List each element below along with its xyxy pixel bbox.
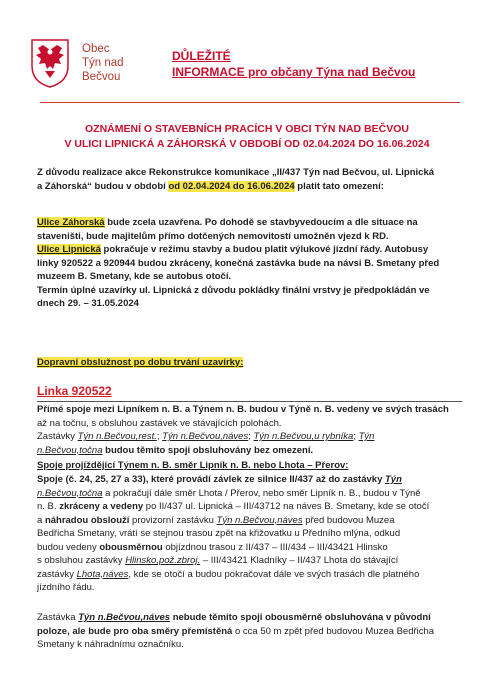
- route-p2-line-8: zastávky Lhota,náves, kde se otočí a budou pokračovat dále ve svých trasách dle platného: [37, 568, 420, 580]
- route-p1-line-2: až na točnu, s obsluhou zastávek ve stávajících polohách.: [37, 417, 282, 429]
- zahorska-line-1: Ulice Záhorská bude zcela uzavřena. Po dohodě se stavbyvedoucím a dle situace na: [37, 217, 418, 228]
- stop-restaurant: Týn n.Bečvou,rest.: [77, 431, 157, 442]
- route-p2-line-1: Spoje (č. 24, 25, 27 a 33), které provádí závlek ze silnice II/437 až do zastávky Týn: [37, 474, 402, 485]
- term-line-1: Termín úplné uzavírky ul. Lipnická z důvodu pokládky finální vrstvy je předpokládán ve: [37, 284, 430, 296]
- route-stops-line-2: n.Bečvou,točna budou těmito spoji obsluhovány bez omezení.: [37, 444, 314, 456]
- term-line-2: dnech 29. – 31.05.2024: [37, 298, 139, 309]
- title-line-2: V ULICI LIPNICKÁ A ZÁHORSKÁ V OBDOBÍ OD 02.04.2024 DO 16.06.2024: [64, 138, 430, 150]
- notice-title: [30, 122, 464, 152]
- closures-paragraph: [37, 216, 439, 311]
- org-line-1: Obec: [82, 43, 110, 55]
- org-line-2: Týn nad: [82, 57, 124, 69]
- title-line-1: OZNÁMENÍ O STAVEBNÍCH PRACÍCH V OBCI TÝN NAD BEČVOU: [85, 123, 409, 135]
- stop-naves: Týn n.Bečvou,náves: [162, 431, 249, 442]
- route-paragraph-1: [37, 403, 449, 457]
- route-p1-line-1: Přímé spoje mezi Lipníkem n. B. a Týnem n. B. budou v Týně n. B. vedeny ve svých trasách: [37, 404, 449, 415]
- route-p3-line-1: Zastávka Týn n.Bečvou,náves nebude těmito spoji obousměrně obsluhována v původní: [37, 612, 431, 623]
- service-heading: Dopravní obslužnost po dobu trvání uzavírky:: [37, 357, 244, 368]
- lipnicka-line-3: muzeem B. Smetany, kde se autobus otočí.: [37, 271, 232, 282]
- route-paragraph-2: [37, 473, 429, 595]
- route-p2-line-5: Bedřicha Smetany, vrátí se stejnou trasou zpět na křižovatku u Předního mlýna, odkud: [37, 528, 401, 539]
- route-divider: [37, 401, 462, 402]
- street-zahorska: Ulice Záhorská: [37, 217, 105, 228]
- route-paragraph-3: [37, 611, 434, 652]
- lipnicka-line-2: linky 920522 a 920944 budou zkráceny, konečná zastávka bude na návsi B. Smetany před: [37, 257, 440, 269]
- route-p2-line-3: n. B. zkráceny a vedeny po II/437 ul. Lipnická – III/43712 na náves B. Smetany, kde se otočí: [37, 501, 430, 512]
- route-sub-heading: Spoje projíždějící Týnem n. B. směr Lipník n. B. nebo Lhota – Přerov:: [37, 460, 349, 471]
- page-headline: [172, 48, 415, 80]
- stop-tocna: Týn: [358, 431, 375, 442]
- headline-line-1: DŮLEŽITÉ: [172, 49, 231, 63]
- headline-line-2: INFORMACE pro občany Týna nad Bečvou: [172, 65, 416, 79]
- date-range-highlight: od 02.04.2024 do 16.06.2024: [168, 180, 295, 192]
- lipnicka-line-1: Ulice Lipnická pokračuje v režimu stavby a budou platit výlukové jízdní řády. Autobusy: [37, 244, 429, 255]
- route-p2-line-7: s obsluhou zastávky Hlinsko,pož.zbroj. – III/43421 Kladníky – II/437 Lhota do stávající: [37, 555, 399, 566]
- stop-u-rybnika: Týn n.Bečvou,u rybníka: [253, 431, 354, 442]
- route-p2-line-2: n.Bečvou,točna a pokračují dále směr Lhota / Přerov, nebo směr Lipník n. B., budou v Týně: [37, 487, 421, 499]
- route-p3-line-3: Smetany k náhradnímu označníku.: [37, 639, 184, 650]
- coat-of-arms-logo: [30, 38, 70, 88]
- street-lipnicka: Ulice Lipnická: [37, 244, 101, 255]
- intro-line-1: Z důvodu realizace akce Rekonstrukce komunikace „II/437 Týn nad Bečvou, ul. Lipnická: [37, 167, 435, 178]
- header-divider: [40, 102, 460, 103]
- route-label: Linka 920522: [37, 384, 112, 398]
- intro-line-2: a Záhorská“ budou v období od 02.04.2024 do 16.06.2024 platit tato omezení:: [37, 180, 384, 192]
- route-stops-line: Zastávky Týn n.Bečvou,rest.; Týn n.Bečvou,náves; Týn n.Bečvou,u rybníka; Týn: [37, 431, 375, 442]
- municipality-name: [82, 42, 124, 84]
- zahorska-line-2: staveništi, bude majitelům přímo dotčených nemovitostí umožněn vjezd k RD.: [37, 230, 389, 242]
- route-p2-line-4: a náhradou obslouží provizorní zastávku Týn n.Bečvou,náves před budovou Muzea: [37, 514, 395, 526]
- intro-paragraph: [37, 166, 434, 193]
- route-p2-line-9: jízdního řádu.: [37, 582, 95, 593]
- route-p2-line-6: budou vedeny obousměrnou objízdnou trasou z II/437 – III/434 – III/43421 Hlinsko: [37, 541, 388, 553]
- route-p3-line-2: poloze, ale bude pro oba směry přemístěná o cca 50 m zpět před budovou Muzea Bedřicha: [37, 625, 435, 637]
- org-line-3: Bečvou: [82, 71, 121, 83]
